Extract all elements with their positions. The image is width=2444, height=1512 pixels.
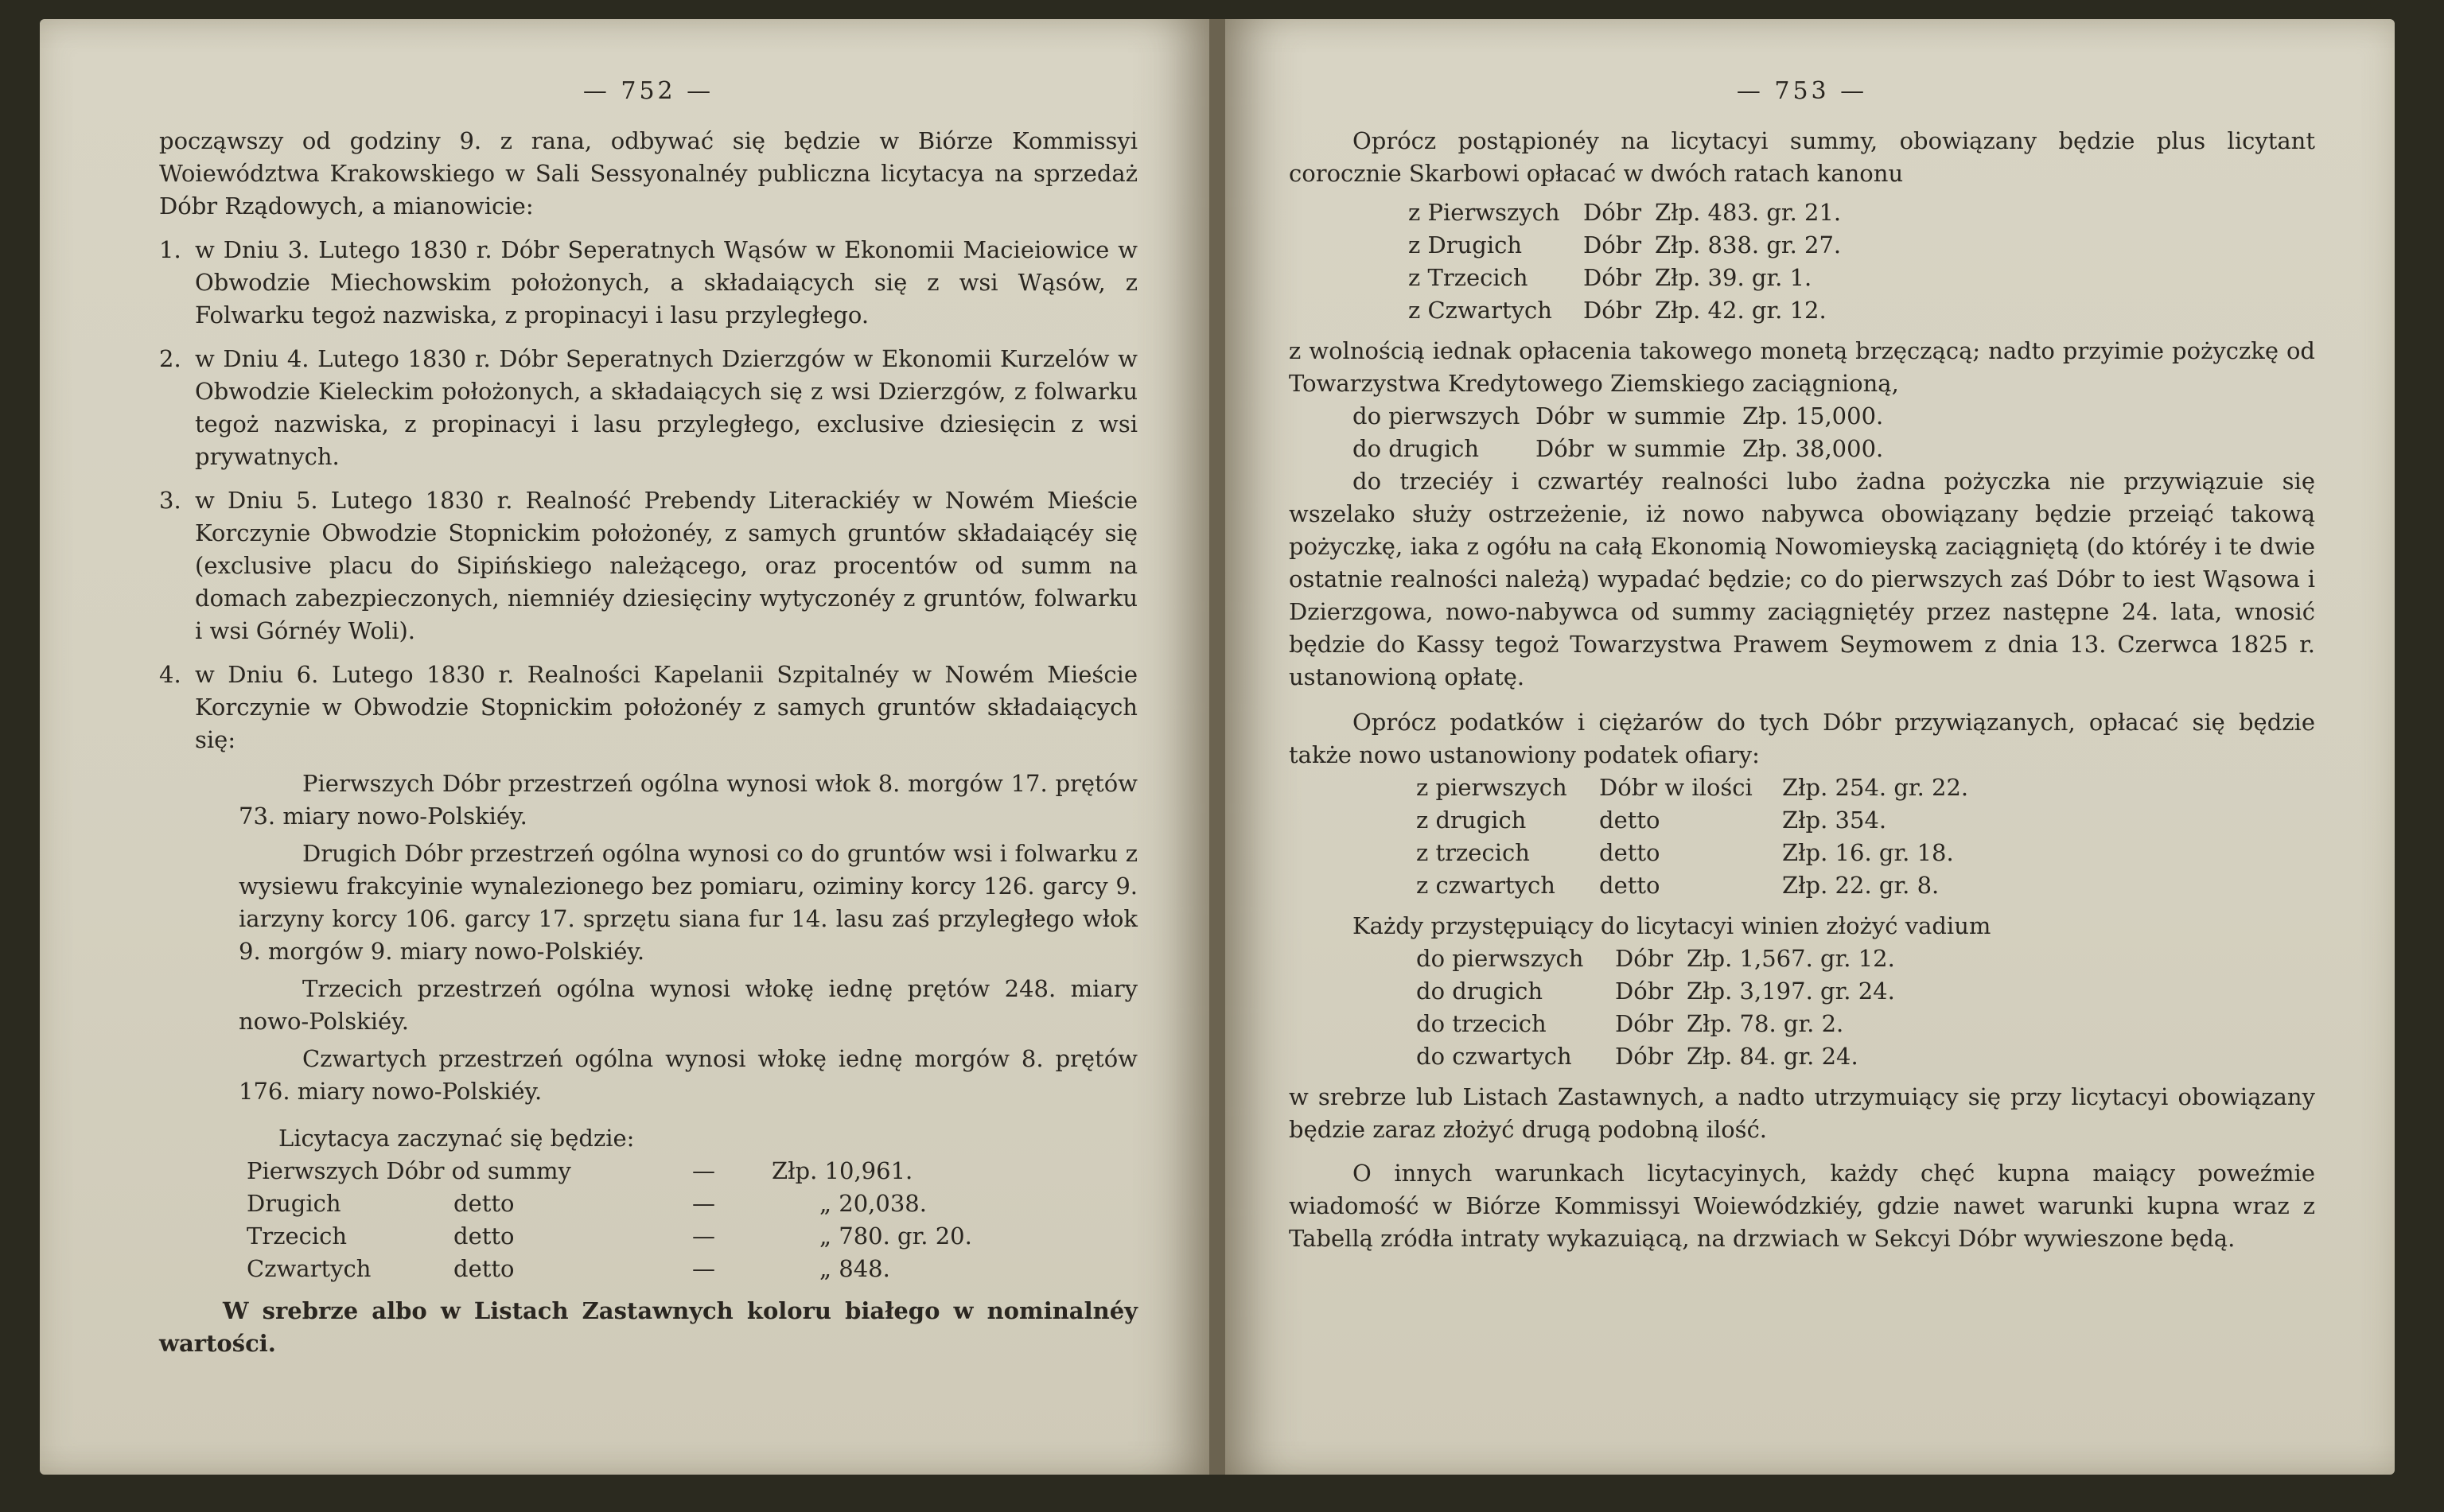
table-cell: „ 848.	[819, 1255, 890, 1282]
table-cell: „ 780. gr. 20.	[819, 1222, 972, 1250]
table-cell: Złp. 16. gr. 18.	[1782, 839, 1954, 866]
table-cell: Dóbr	[1615, 978, 1674, 1005]
table-cell: Dóbr	[1583, 297, 1642, 324]
table-cell: Dóbr	[1615, 1010, 1674, 1037]
area-paragraph: Pierwszych Dóbr przestrzeń ogólna wynosi włok 8. morgów 17. prętów 73. miary nowo-Polskiéy.	[239, 770, 1138, 830]
table-cell: —	[692, 1255, 715, 1282]
table-row	[247, 1253, 1138, 1285]
table-cell: do drugich	[1352, 435, 1480, 462]
book-gutter	[1209, 19, 1225, 1475]
page-number: — 752 —	[582, 77, 714, 105]
table-row	[1416, 804, 2315, 837]
paragraph: do trzeciéy i czwartéy realności lubo żadna pożyczka nie przywiązuie się wszelako służy ostrzeżenie, iż nowo nabywca obowiązany będzie przeiąć takową pożyczkę, iaka z ogółu na całą Ekonomią Nowomieyską zaciągniętą (do któréy i te dwie ostatnie realności należą) wypadać będzie; co do pierwszych zaś Dóbr to iest Wąsowa i Dzierzgowa, nowo-nabywca od summy zaciągniętéy przez następne 24. lata, wnosić będzie do Kassy tegoż Towarzystwa Prawem Seymowem z dnia 13. Czerwca 1825 r. ustanowioną opłatę.	[1289, 468, 2315, 690]
table-cell: Drugich	[247, 1190, 341, 1217]
table-cell: Dóbr	[1583, 231, 1642, 258]
list-item	[159, 659, 1138, 756]
right-page	[1225, 19, 2395, 1475]
table-row	[1352, 433, 2315, 465]
intro-paragraph: począwszy od godziny 9. z rana, odbywać się będzie w Biórze Kommissyi Woiewództwa Krakowskiego w Sali Sessyonalnéy publiczna licytacya na sprzedaż Dóbr Rządowych, a mianowicie:	[159, 127, 1138, 220]
item-number: 2.	[159, 345, 181, 372]
table-row	[1416, 837, 2315, 869]
table-row	[247, 1220, 1138, 1253]
table-row	[1408, 196, 2315, 229]
item-number: 1.	[159, 236, 181, 263]
table-cell: „ 20,038.	[819, 1190, 927, 1217]
table-cell: Pierwszych Dóbr od summy	[247, 1157, 571, 1184]
price-table	[159, 1155, 1138, 1285]
table-cell: do czwartych	[1416, 1043, 1572, 1070]
table-row	[1416, 975, 2315, 1008]
table-row	[1352, 400, 2315, 433]
paragraph: O innych warunkach licytacyinych, każdy chęć kupna maiący poweźmie wiadomość w Biórze Kommissyi Woiewódzkiéy, gdzie nawet warunki kupna wraz z Tabellą zródła intraty wykazuiącą, na drzwiach w Sekcyi Dóbr wywieszone będą.	[1289, 1160, 2315, 1252]
table-cell: z Pierwszych	[1408, 199, 1560, 226]
table-cell: do drugich	[1416, 978, 1543, 1005]
table-cell: z Trzecich	[1408, 264, 1528, 291]
table-cell: Złp. 354.	[1782, 807, 1887, 834]
list-item	[159, 234, 1138, 332]
table-cell: Dóbr	[1583, 199, 1642, 226]
table-cell: detto	[453, 1190, 515, 1217]
table-cell: Złp. 1,567. gr. 12.	[1687, 945, 1895, 972]
table-cell: z trzecich	[1416, 839, 1530, 866]
table-cell: —	[692, 1222, 715, 1250]
paragraph: Oprócz podatków i ciężarów do tych Dóbr przywiązanych, opłacać się będzie także nowo ustanowiony podatek ofiary:	[1289, 709, 2315, 768]
table-row	[247, 1187, 1138, 1220]
table-cell: Dóbr w ilości	[1599, 774, 1753, 801]
table-cell: detto	[453, 1222, 515, 1250]
table-cell: Złp. 838. gr. 27.	[1655, 231, 1842, 258]
table-cell: z drugich	[1416, 807, 1527, 834]
table-cell: Złp. 42. gr. 12.	[1655, 297, 1827, 324]
table-row	[247, 1155, 1138, 1187]
table-cell: do trzecich	[1416, 1010, 1547, 1037]
table-cell: Złp. 483. gr. 21.	[1655, 199, 1842, 226]
area-paragraph: Drugich Dóbr przestrzeń ogólna wynosi co do gruntów wsi i folwarku z wysiewu frakcyinie wynalezionego bez pomiaru, oziminy korcy 126. garcy 9. iarzyny korcy 106. garcy 17. sprzętu siana fur 14. lasu zaś przyległego włok 9. morgów 9. miary nowo-Polskiéy.	[239, 840, 1138, 965]
final-note: W srebrze albo w Listach Zastawnych koloru białego w nominalnéy wartości.	[159, 1297, 1138, 1357]
table-cell: do pierwszych	[1416, 945, 1584, 972]
table-cell: Złp. 3,197. gr. 24.	[1687, 978, 1895, 1005]
table-cell: Dóbr	[1583, 264, 1642, 291]
table-intro: Licytacya zaczynać się będzie:	[278, 1125, 635, 1152]
table-cell: Złp. 39. gr. 1.	[1655, 264, 1812, 291]
table-cell: Złp. 22. gr. 8.	[1782, 872, 1940, 899]
left-page-content	[159, 75, 1138, 1360]
table-cell: w summie	[1607, 435, 1726, 462]
table-cell: w summie	[1607, 402, 1726, 430]
item-text: w Dniu 6. Lutego 1830 r. Realności Kapelanii Szpitalnéy w Nowém Mieście Korczynie w Obwodzie Stopnickim położonéy z samych gruntów składaiących się:	[195, 661, 1138, 753]
table-cell: detto	[1599, 872, 1660, 899]
table-cell: Złp. 15,000.	[1742, 402, 1884, 430]
table-cell: Dóbr	[1615, 1043, 1674, 1070]
table-cell: Złp. 84. gr. 24.	[1687, 1043, 1858, 1070]
paragraph: w srebrze lub Listach Zastawnych, a nadto utrzymuiący się przy licytacyi obowiązany będzie zaraz złożyć drugą podobną ilość.	[1289, 1083, 2315, 1143]
item-number: 3.	[159, 487, 181, 514]
area-paragraph: Czwartych przestrzeń ogólna wynosi włokę iednę morgów 8. prętów 176. miary nowo-Polskiéy.	[239, 1045, 1138, 1105]
item-text: w Dniu 5. Lutego 1830 r. Realność Prebendy Literackiéy w Nowém Mieście Korczynie Obwodzie Stopnickim położonéy, z samych gruntów składaiącéy się (exclusive placu do Sipińskiego należącego, oraz procentów od summ na domach zabezpieczonych, niemniéy dziesięciny wytyczonéy z gruntów, folwarku i wsi Górnéy Woli).	[195, 487, 1138, 644]
table-cell: detto	[1599, 839, 1660, 866]
item-text: w Dniu 3. Lutego 1830 r. Dóbr Seperatnych Wąsów w Ekonomii Macieiowice w Obwodzie Miechowskim położonych, a składaiących się z wsi Wąsów, z Folwarku tegoż nazwiska, z propinacyi i lasu przyległego.	[195, 236, 1138, 328]
kanon-table	[1289, 196, 2315, 327]
table-cell: Dóbr	[1535, 402, 1594, 430]
table-cell: Złp. 10,961.	[772, 1157, 913, 1184]
table-row	[1416, 772, 2315, 804]
table-cell: Złp. 254. gr. 22.	[1782, 774, 1969, 801]
paragraph: Każdy przystępuiący do licytacyi winien złożyć vadium	[1352, 912, 1991, 939]
table-row	[1408, 229, 2315, 262]
list-item	[159, 484, 1138, 647]
vadium-table	[1289, 943, 2315, 1073]
table-cell: Czwartych	[247, 1255, 372, 1282]
table-cell: Dóbr	[1615, 945, 1674, 972]
list-item	[159, 343, 1138, 473]
table-cell: Złp. 38,000.	[1742, 435, 1884, 462]
table-cell: —	[692, 1157, 715, 1184]
table-cell: detto	[1599, 807, 1660, 834]
item-number: 4.	[159, 661, 181, 688]
left-page	[40, 19, 1209, 1475]
table-cell: Dóbr	[1535, 435, 1594, 462]
paragraph: Oprócz postąpionéy na licytacyi summy, obowiązany będzie plus licytant corocznie Skarbowi opłacać w dwóch ratach kanonu	[1289, 127, 2315, 187]
item-text: w Dniu 4. Lutego 1830 r. Dóbr Seperatnych Dzierzgów w Ekonomii Kurzelów w Obwodzie Kieleckim położonych, a składaiących się z wsi Dzierzgów, z folwarku tegoż nazwiska, z propinacyi i lasu przyległego, exclusive dziesięcin z wsi prywatnych.	[195, 345, 1138, 470]
table-cell: z czwartych	[1416, 872, 1555, 899]
right-page-content	[1289, 75, 2315, 1255]
paragraph: z wolnością iednak opłacenia takowego monetą brzęczącą; nadto przyimie pożyczkę od Towarzystwa Kredytowego Ziemskiego zaciągnioną,	[1289, 337, 2315, 397]
table-cell: z Czwartych	[1408, 297, 1552, 324]
table-row	[1416, 1008, 2315, 1040]
page-number: — 753 —	[1736, 77, 1868, 105]
table-cell: z pierwszych	[1416, 774, 1567, 801]
loan-table	[1289, 400, 2315, 465]
table-cell: Złp. 78. gr. 2.	[1687, 1010, 1844, 1037]
table-row	[1416, 1040, 2315, 1073]
table-row	[1416, 943, 2315, 975]
table-row	[1408, 294, 2315, 327]
table-cell: detto	[453, 1255, 515, 1282]
table-cell: —	[692, 1190, 715, 1217]
table-cell: do pierwszych	[1352, 402, 1520, 430]
open-book	[40, 19, 2395, 1475]
area-paragraph: Trzecich przestrzeń ogólna wynosi włokę iednę prętów 248. miary nowo-Polskiéy.	[239, 975, 1138, 1035]
table-cell: z Drugich	[1408, 231, 1523, 258]
ofiary-table	[1289, 772, 2315, 902]
table-cell: Trzecich	[247, 1222, 348, 1250]
table-row	[1416, 869, 2315, 902]
table-row	[1408, 262, 2315, 294]
